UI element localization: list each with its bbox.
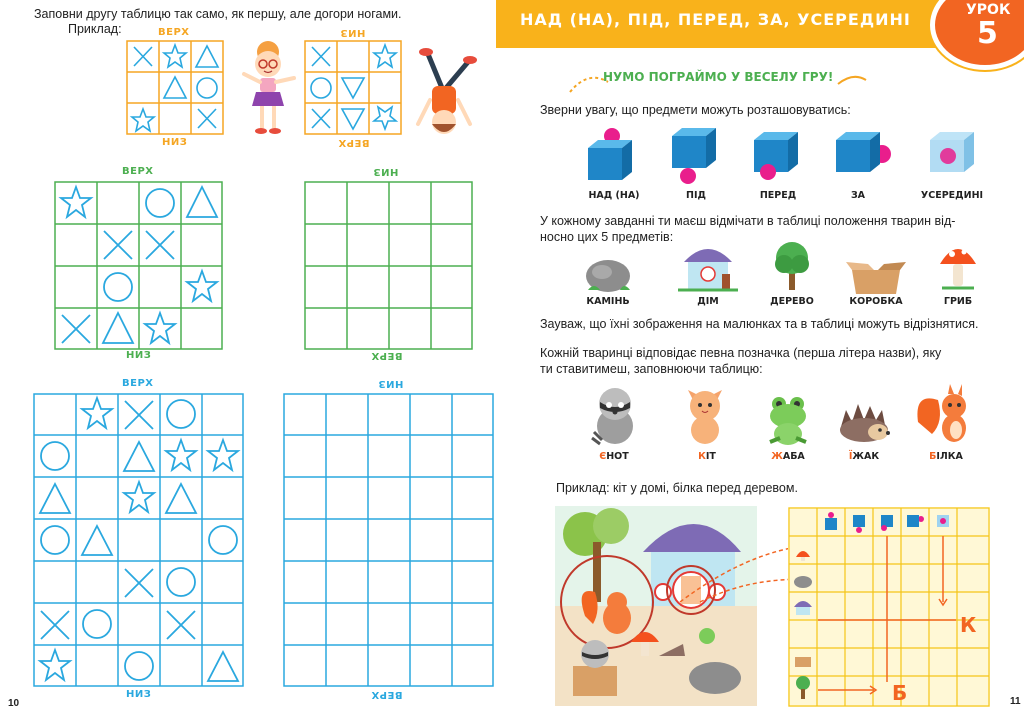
- stone-image: [584, 250, 634, 294]
- example-grid-1: [126, 40, 226, 136]
- mushroom-image: [938, 240, 978, 292]
- green-grid-filled: [54, 181, 224, 351]
- caption-squirrel: БІЛКА: [929, 451, 963, 462]
- mark-b: Б: [892, 681, 908, 705]
- blue-grid2-top-label: НИЗ: [378, 378, 404, 389]
- example-sentence: Приклад: кіт у домі, білка перед деревом.: [556, 481, 798, 495]
- lesson-word: УРОК: [966, 2, 1011, 18]
- example2-top-label: НИЗ: [340, 27, 366, 38]
- green-grid-empty[interactable]: [304, 181, 474, 351]
- example-top-label: ВЕРХ: [158, 27, 190, 38]
- caption-behind: ЗА: [850, 190, 866, 201]
- example2-bottom-label: ВЕРХ: [338, 137, 370, 148]
- cube-front: [748, 126, 804, 186]
- paragraph-objects-line1: У кожному завданні ти маєш відмічати в таблиці положення тварин від-: [540, 214, 956, 228]
- example-label: Приклад:: [68, 22, 122, 36]
- caption-house: ДІМ: [697, 296, 719, 307]
- boy-illustration: [408, 44, 478, 140]
- mark-k: К: [960, 613, 977, 637]
- raccoon-image: [588, 382, 642, 446]
- frog-image: [764, 394, 812, 446]
- green-grid1-top-label: ВЕРХ: [122, 166, 154, 177]
- blue-grid-filled: [33, 393, 245, 688]
- example-bottom-label: НИЗ: [162, 137, 188, 148]
- tree-image: [772, 238, 812, 294]
- box-image: [846, 260, 906, 296]
- green-grid2-bottom-label: ВЕРХ: [371, 350, 403, 361]
- page-number-left: 10: [8, 698, 20, 709]
- house-image: [676, 240, 740, 294]
- paragraph-differ: Зауваж, що їхні зображення на малюнках та в таблиці можуть відрізнятися.: [540, 317, 979, 331]
- page-number-right: 11: [1010, 696, 1021, 707]
- caption-raccoon: ЄНОТ: [599, 451, 629, 462]
- girl-illustration: [236, 38, 302, 138]
- caption-under: ПІД: [686, 190, 706, 201]
- cube-under: [666, 126, 722, 186]
- paragraph-positions: Зверни увагу, що предмети можуть розташовуватись:: [540, 103, 851, 117]
- blue-grid-empty[interactable]: [283, 393, 495, 688]
- instruction-text: Заповни другу таблицю так само, як першу, але догори ногами.: [34, 7, 402, 21]
- cube-inside: [924, 126, 980, 186]
- blue-grid1-top-label: ВЕРХ: [122, 378, 154, 389]
- caption-frog: ЖАБА: [771, 451, 805, 462]
- blue-grid1-bottom-label: НИЗ: [126, 689, 152, 700]
- paragraph-marks-line1: Кожній тваринці відповідає певна позначка (перша літера назви), яку: [540, 346, 942, 360]
- caption-tree: ДЕРЕВО: [770, 296, 814, 307]
- cube-above: [582, 126, 638, 186]
- caption-cat: КІТ: [698, 451, 716, 462]
- green-grid2-top-label: НИЗ: [373, 166, 399, 177]
- blue-grid2-bottom-label: ВЕРХ: [371, 689, 403, 700]
- paragraph-objects-line2: носно цих 5 предметів:: [540, 230, 674, 244]
- game-title: НУМО ПОГРАЙМО У ВЕСЕЛУ ГРУ!: [603, 70, 834, 84]
- example-answer-table: [788, 507, 990, 707]
- lesson-number: 5: [977, 16, 998, 51]
- caption-stone: КАМІНЬ: [586, 296, 630, 307]
- caption-mushroom: ГРИБ: [943, 296, 973, 307]
- example-grid-2: [304, 40, 404, 136]
- cube-behind: [830, 126, 896, 186]
- green-grid1-bottom-label: НИЗ: [126, 350, 152, 361]
- caption-box: КОРОБКА: [849, 296, 903, 307]
- hedgehog-image: [836, 400, 892, 446]
- squirrel-image: [914, 382, 978, 446]
- caption-inside: УСЕРЕДИНІ: [920, 190, 984, 201]
- caption-front: ПЕРЕД: [759, 190, 797, 201]
- banner-title: НАД (НА), ПІД, ПЕРЕД, ЗА, УСЕРЕДИНІ: [520, 10, 911, 29]
- paragraph-marks-line2: ти ставитимеш, заповнюючи таблицю:: [540, 362, 763, 376]
- caption-above: НАД (НА): [588, 190, 640, 201]
- cat-image: [680, 382, 730, 446]
- caption-hedgehog: ЇЖАК: [848, 451, 880, 462]
